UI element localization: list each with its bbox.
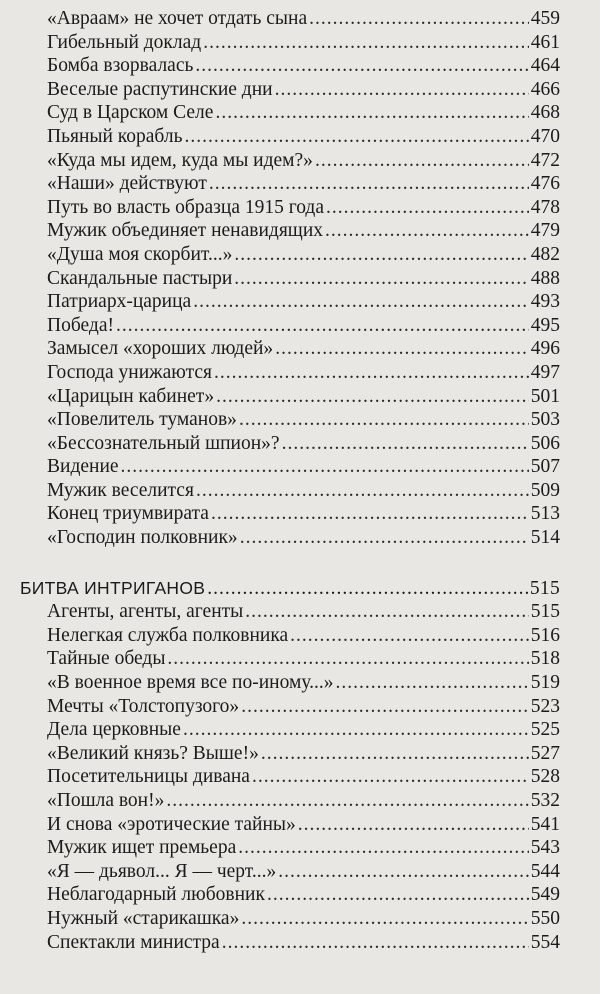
toc-entry [47, 742, 560, 766]
leader-dots [240, 526, 529, 550]
toc-entry [47, 243, 560, 267]
toc-entry-page: 464 [530, 55, 560, 77]
leader-dots [309, 7, 529, 31]
leader-dots [203, 31, 529, 55]
leader-dots [290, 624, 529, 648]
toc-entry-page: 513 [530, 503, 560, 525]
leader-dots [336, 671, 529, 695]
leader-dots [196, 479, 529, 503]
leader-dots [241, 695, 529, 719]
leader-dots [267, 883, 529, 907]
toc-entry [47, 479, 560, 503]
leader-dots [234, 267, 528, 291]
toc-entry [47, 883, 560, 907]
toc-entry-page: 518 [530, 648, 560, 670]
toc-entry [47, 600, 560, 624]
toc-entry-title: Господа унижаются [47, 361, 212, 383]
toc-entry-title: «Бессознательный шпион»? [47, 432, 280, 454]
leader-dots [278, 860, 529, 884]
toc-entry-title: Посетительницы дивана [47, 766, 250, 788]
leader-dots [239, 408, 529, 432]
toc-entry-page: 528 [530, 766, 560, 788]
leader-dots [298, 813, 529, 837]
toc-entry-page: 509 [530, 479, 560, 501]
toc-entry-title: «В военное время все по-иному...» [47, 672, 334, 694]
toc-entry [47, 502, 560, 526]
toc-entry-title: Мужик веселится [47, 479, 194, 501]
toc-entry-title: Дела церковные [47, 719, 181, 741]
toc-entry [47, 931, 560, 955]
toc-entry [47, 125, 560, 149]
toc-entry [47, 219, 560, 243]
leader-dots [245, 600, 528, 624]
toc-entry-title: Победа! [47, 314, 114, 336]
toc-entry-title: Бомба взорвалась [47, 55, 194, 77]
leader-dots [166, 789, 528, 813]
toc-entry-page: 476 [530, 173, 560, 195]
toc-entry [47, 101, 560, 125]
leader-dots [241, 907, 528, 931]
section-gap [20, 550, 560, 577]
leader-dots [215, 101, 528, 125]
toc-entry-page: 527 [530, 742, 560, 764]
toc-entry-title: «Куда мы идем, куда мы идем?» [47, 149, 313, 171]
toc-entry-title: Замысел «хороших людей» [47, 338, 274, 360]
toc-entry-title: Патриарх-царица [47, 291, 192, 313]
toc-entry-page: 459 [530, 8, 560, 29]
toc-entry [47, 455, 560, 479]
toc-entry-title: Тайные обеды [47, 648, 166, 670]
toc-entry-page: 493 [530, 291, 560, 313]
toc-entry-title: Веселые распутинские дни [47, 78, 273, 100]
leader-dots [167, 647, 528, 671]
toc-entry-page: 482 [530, 243, 560, 265]
toc-entry-page: 544 [530, 860, 560, 882]
toc-entry [47, 172, 560, 196]
toc-entry-title: «Я — дьявол... Я — черт...» [47, 860, 277, 882]
toc-entry-title: «Пошла вон!» [47, 790, 165, 811]
section-heading-page: 515 [529, 577, 560, 599]
toc-entries-chapter1 [20, 7, 560, 550]
toc-entry-page: 525 [530, 719, 560, 741]
toc-entry-title: Путь во власть образца 1915 года [47, 196, 324, 218]
leader-dots [275, 78, 529, 102]
toc-entry [47, 7, 560, 31]
leader-dots [234, 243, 528, 267]
toc-entry [47, 385, 560, 409]
toc-entry-title: Суд в Царском Селе [47, 102, 214, 124]
toc-entry-title: «Наши» действуют [47, 173, 207, 195]
toc-entry [47, 813, 560, 837]
toc-entry-page: 468 [530, 102, 560, 124]
toc-entry-page: 496 [530, 338, 560, 360]
toc-entry [47, 267, 560, 291]
toc-entry-title: «Повелитель туманов» [47, 409, 237, 431]
toc-entry-title: «Царицын кабинет» [47, 385, 215, 407]
toc-entry [47, 624, 560, 648]
toc-entry-page: 554 [530, 931, 560, 953]
toc-entry-page: 514 [530, 527, 560, 549]
toc-entry-page: 532 [530, 790, 560, 811]
toc-entry-page: 543 [530, 837, 560, 859]
toc-entry-title: Мечты «Толстопузого» [47, 695, 240, 717]
toc-entry-title: Мужик объединяет ненавидящих [47, 220, 323, 242]
leader-dots [185, 125, 529, 149]
toc-entry [47, 718, 560, 742]
leader-dots [183, 718, 529, 742]
toc-entry [47, 361, 560, 385]
toc-entry-page: 466 [530, 78, 560, 100]
leader-dots [326, 196, 529, 220]
leader-dots [193, 290, 529, 314]
toc-entry-title: Видение [47, 456, 119, 478]
leader-dots [275, 337, 529, 361]
toc-entry-page: 478 [530, 196, 560, 218]
toc-entry [47, 408, 560, 432]
toc-entry [47, 836, 560, 860]
toc-entry [47, 290, 560, 314]
toc-entry [47, 907, 560, 931]
toc-entry-title: «Душа моя скорбит...» [47, 243, 233, 265]
toc-entry-page: 479 [530, 220, 560, 242]
leader-dots [282, 432, 529, 456]
leader-dots [211, 502, 529, 526]
toc-entry-title: Спектакли министра [47, 931, 220, 953]
toc-entry-page: 519 [530, 672, 560, 694]
toc-entry [47, 789, 560, 813]
toc-entry-page: 470 [530, 125, 560, 147]
toc-entry-title: «Господин полковник» [47, 527, 238, 549]
toc-entry-page: 497 [530, 361, 560, 383]
toc-entry [47, 196, 560, 220]
leader-dots [261, 742, 529, 766]
toc-entry-title: Пьяный корабль [47, 125, 183, 147]
toc-entry-page: 523 [530, 695, 560, 717]
toc-entry-page: 501 [530, 385, 560, 407]
section-heading [20, 577, 560, 601]
toc-entry [47, 526, 560, 550]
toc-entry-page: 495 [530, 314, 560, 336]
toc-entry-title: Нелегкая служба полковника [47, 624, 289, 646]
toc-entry-title: Нужный «старикашка» [47, 907, 240, 929]
leader-dots [222, 931, 529, 955]
toc-entry-page: 550 [530, 907, 560, 929]
leader-dots [209, 172, 529, 196]
toc-entry-page: 541 [530, 813, 560, 835]
toc-entry-title: Мужик ищет премьера [47, 837, 237, 859]
toc-entry-page: 506 [530, 432, 560, 454]
toc-entry-title: Гибельный доклад [47, 31, 202, 53]
leader-dots [207, 577, 528, 601]
toc-entry [47, 860, 560, 884]
leader-dots [252, 765, 529, 789]
toc-entry-title: Конец триумвирата [47, 503, 209, 525]
leader-dots [116, 314, 529, 338]
toc-entry [47, 765, 560, 789]
toc-entry [47, 78, 560, 102]
toc-entry [47, 54, 560, 78]
leader-dots [315, 149, 529, 173]
toc-entry [47, 149, 560, 173]
toc-entry [47, 337, 560, 361]
toc-entry [47, 31, 560, 55]
toc-entry-page: 461 [530, 31, 560, 53]
leader-dots [216, 385, 529, 409]
section-heading-title: БИТВА ИНТРИГАНОВ [20, 577, 206, 598]
leader-dots [325, 219, 529, 243]
leader-dots [214, 361, 529, 385]
toc-entries-chapter2 [20, 600, 560, 954]
leader-dots [121, 455, 529, 479]
toc-entry-page: 488 [530, 267, 560, 289]
toc-entry-page: 516 [530, 624, 560, 646]
leader-dots [238, 836, 529, 860]
toc-entry-title: Неблагодарный любовник [47, 884, 265, 906]
toc-entry-page: 503 [530, 409, 560, 431]
leader-dots [195, 54, 528, 78]
toc-entry-page: 549 [530, 884, 560, 906]
toc-entry-title: «Великий князь? Выше!» [47, 742, 259, 764]
toc-entry-title: Агенты, агенты, агенты [47, 601, 244, 623]
toc-entry-page: 515 [530, 601, 560, 623]
toc-entry-title: Скандальные пастыри [47, 267, 233, 289]
toc-entry [47, 432, 560, 456]
toc-entry-page: 472 [530, 149, 560, 171]
toc-entry-title: «Авраам» не хочет отдать сына [47, 8, 308, 29]
toc-entry-page: 507 [530, 456, 560, 478]
toc-entry [47, 647, 560, 671]
toc-entry-title: И снова «эротические тайны» [47, 813, 296, 835]
toc-entry [47, 314, 560, 338]
toc-entry [47, 695, 560, 719]
toc-entry [47, 671, 560, 695]
